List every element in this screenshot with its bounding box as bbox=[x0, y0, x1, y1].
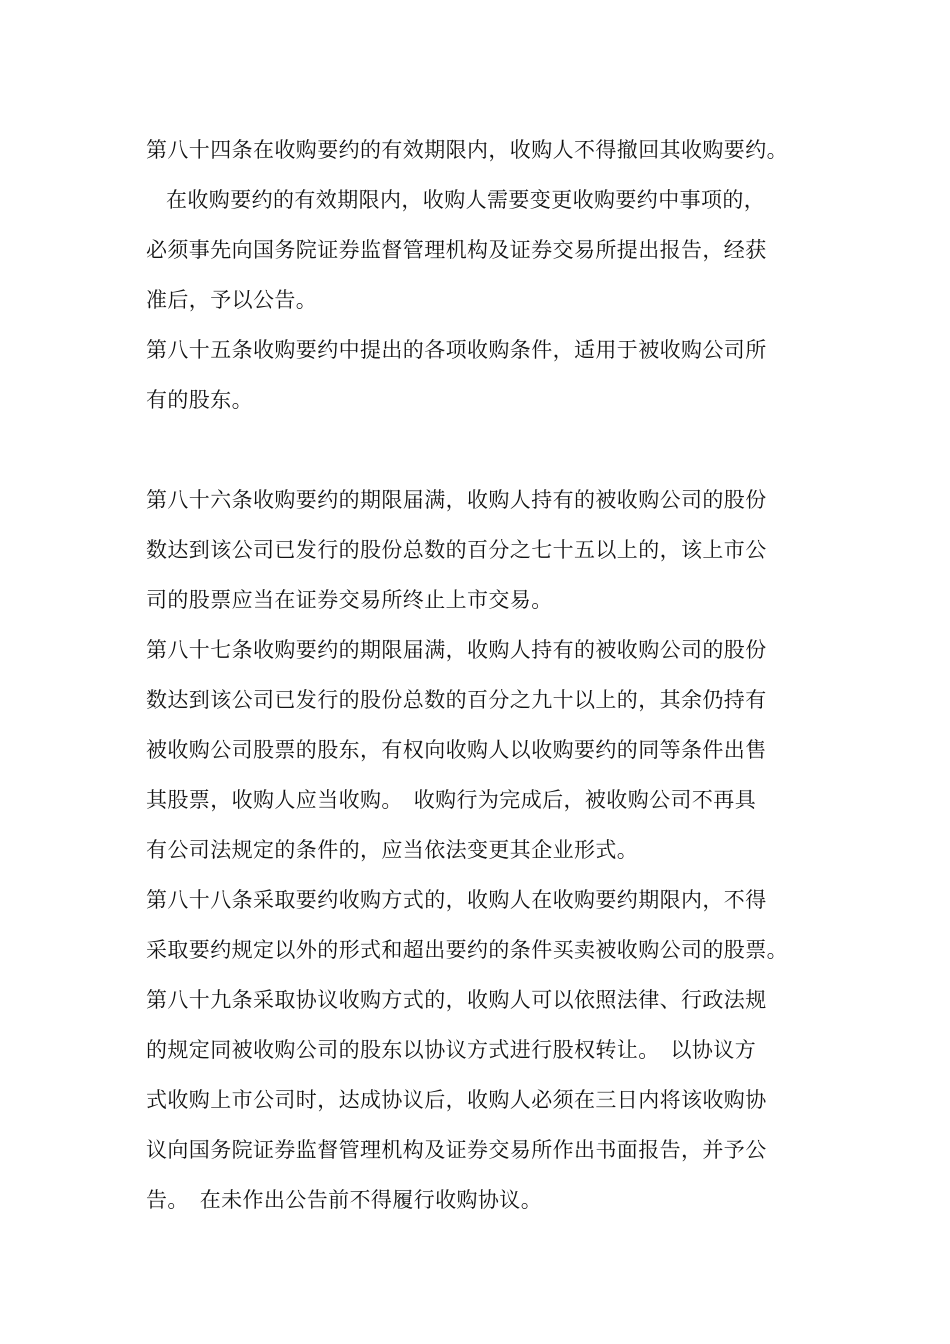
text-line: 议向国务院证券监督管理机构及证券交易所作出书面报告，并予公 bbox=[146, 1138, 767, 1162]
text-line: 第八十六条收购要约的期限届满，收购人持有的被收购公司的股份 bbox=[146, 488, 767, 512]
text-line: 有公司法规定的条件的，应当依法变更其企业形式。 bbox=[146, 838, 639, 862]
text-line: 有的股东。 bbox=[146, 388, 253, 412]
text-line: 第八十五条收购要约中提出的各项收购条件，适用于被收购公司所 bbox=[146, 338, 767, 362]
text-line: 在收购要约的有效期限内，收购人需要变更收购要约中事项的， bbox=[166, 188, 766, 212]
text-line: 第八十七条收购要约的期限届满，收购人持有的被收购公司的股份 bbox=[146, 638, 767, 662]
text-line: 其股票，收购人应当收购。 收购行为完成后，被收购公司不再具 bbox=[146, 788, 757, 812]
text-line: 准后，予以公告。 bbox=[146, 288, 318, 312]
text-line: 的规定同被收购公司的股东以协议方式进行股权转让。 以协议方 bbox=[146, 1038, 757, 1062]
text-line: 第八十八条采取要约收购方式的，收购人在收购要约期限内，不得 bbox=[146, 888, 767, 912]
text-line: 采取要约规定以外的形式和超出要约的条件买卖被收购公司的股票。 bbox=[146, 938, 788, 962]
text-line: 第八十四条在收购要约的有效期限内，收购人不得撤回其收购要约。 bbox=[146, 138, 788, 162]
text-line: 被收购公司股票的股东，有权向收购人以收购要约的同等条件出售 bbox=[146, 738, 767, 762]
text-line: 数达到该公司已发行的股份总数的百分之七十五以上的，该上市公 bbox=[146, 538, 767, 562]
text-line: 式收购上市公司时，达成协议后，收购人必须在三日内将该收购协 bbox=[146, 1088, 767, 1112]
text-line: 告。 在未作出公告前不得履行收购协议。 bbox=[146, 1188, 543, 1212]
text-line: 必须事先向国务院证券监督管理机构及证券交易所提出报告，经获 bbox=[146, 238, 767, 262]
text-line: 数达到该公司已发行的股份总数的百分之九十以上的，其余仍持有 bbox=[146, 688, 767, 712]
text-line: 司的股票应当在证券交易所终止上市交易。 bbox=[146, 588, 553, 612]
text-line: 第八十九条采取协议收购方式的，收购人可以依照法律、行政法规 bbox=[146, 988, 767, 1012]
